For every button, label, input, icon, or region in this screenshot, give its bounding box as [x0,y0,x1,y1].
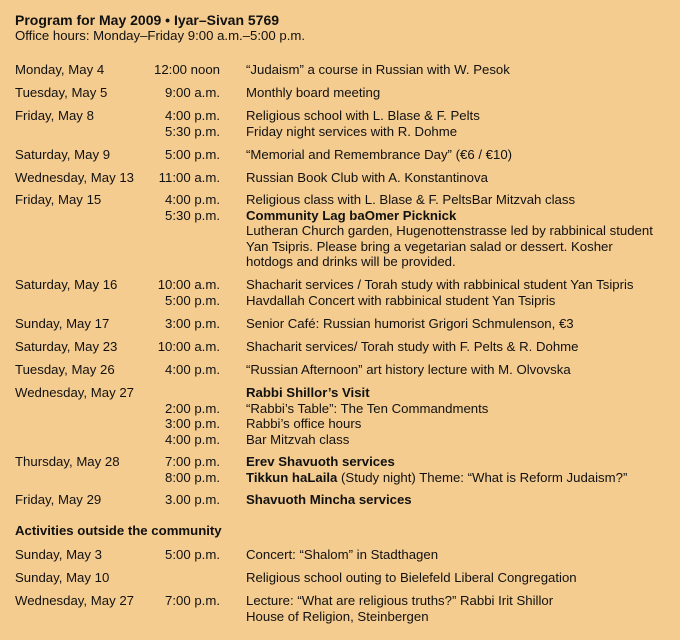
event-descriptions [246,147,666,163]
event-description: Shacharit services/ Torah study with F. Pelts & R. Dohme [246,339,579,354]
event-times [165,547,220,563]
event-descriptions [246,385,666,447]
event-times [165,316,220,332]
event-descriptions [246,547,666,563]
event-times [158,339,220,355]
event-description: Religious school with L. Blase & F. Pelts [246,108,480,123]
event-description: Lecture: “What are religious truths?” Rabbi Irit Shillor [246,593,554,608]
event-times [165,108,220,139]
event-time: 11:00 a.m. [158,170,220,185]
event-times [165,385,220,447]
event-description: Russian Book Club with A. Konstantinova [246,170,488,185]
event-descriptions [246,339,666,355]
event-description: Concert: “Shalom” in Stadthagen [246,547,439,562]
event-date: Sunday, May 3 [15,547,102,562]
outside-section-title: Activities outside the community [15,523,222,538]
event-time: 5:00 p.m. [165,547,220,562]
event-time: 4:00 p.m. [165,431,220,447]
event-time: 7:00 p.m. [165,454,220,469]
event-description: “Memorial and Remembrance Day” (€6 / €10) [246,147,513,162]
event-description-rest: (Study night) Theme: “What is Reform Judaism?” [337,469,628,485]
event-description: Religious class with L. Blase & F. PeltsBar Mitzvah class [246,192,576,207]
event-date: Tuesday, May 26 [15,362,115,377]
event-description: Friday night services with R. Dohme [246,123,458,139]
event-time: 10:00 a.m. [157,277,220,292]
event-date: Monday, May 4 [15,62,105,77]
event-descriptions [246,454,666,485]
event-descriptions [246,108,666,139]
event-description: “Judaism” a course in Russian with W. Pesok [246,62,510,77]
event-descriptions [246,492,666,508]
event-times [159,170,220,186]
event-description: Erev Shavuoth services [246,454,395,469]
event-descriptions [246,277,666,308]
event-description: Community Lag baOmer Picknick [246,207,457,223]
event-date: Tuesday, May 5 [15,85,108,100]
event-descriptions [246,62,666,78]
event-descriptions [246,170,666,186]
event-description: Monthly board meeting [246,85,381,100]
office-hours: Office hours: Monday–Friday 9:00 a.m.–5:00 p.m. [15,28,306,43]
event-time: 5:00 p.m. [165,147,220,162]
event-date: Friday, May 8 [15,108,94,123]
event-times [165,147,220,163]
event-date: Wednesday, May 13 [15,170,134,185]
event-times [154,62,220,78]
event-time: 5:30 p.m. [165,207,220,223]
event-time: 10:00 a.m. [157,339,220,354]
event-description: Yan Tsipris. Please bring a vegetarian salad or dessert. Kosher [246,238,613,254]
event-description: Senior Café: Russian humorist Grigori Schmulenson, €3 [246,316,574,331]
event-times [165,492,220,508]
event-date: Thursday, May 28 [15,454,120,469]
event-time: 3:00 p.m. [165,316,220,331]
event-time: 4:00 p.m. [165,192,220,207]
event-times [165,85,220,101]
event-date: Saturday, May 23 [15,339,118,354]
event-date: Wednesday, May 27 [15,593,134,608]
event-times [165,593,220,609]
event-description: Shacharit services / Torah study with rabbinical student Yan Tsipris [246,277,634,292]
event-date: Sunday, May 10 [15,570,110,585]
event-descriptions [246,362,666,378]
event-descriptions [246,570,666,586]
event-descriptions [246,85,666,101]
event-date: Wednesday, May 27 [15,385,134,400]
event-time: 12:00 noon [153,62,220,77]
event-description: Shavuoth Mincha services [246,492,412,507]
event-time: 4:00 p.m. [165,108,220,123]
event-description: hotdogs and drinks will be provided. [246,254,456,269]
event-time: 3.00 p.m. [165,492,220,507]
event-description: Rabbi Shillor’s Visit [246,385,370,400]
event-descriptions [246,593,666,624]
event-time [165,385,220,401]
event-time: 3:00 p.m. [165,416,220,431]
event-description: Bar Mitzvah class [246,431,350,447]
event-time: 9:00 a.m. [165,85,220,100]
event-description: “Russian Afternoon” art history lecture with M. Olvovska [246,362,571,377]
event-time: 4:00 p.m. [165,362,220,377]
event-description: House of Religion, Steinbergen [246,608,429,624]
event-time: 8:00 p.m. [165,469,220,485]
event-times [158,277,220,308]
event-description: Religious school outing to Bielefeld Liberal Congregation [246,570,577,585]
event-date: Friday, May 29 [15,492,102,507]
event-times [165,362,220,378]
event-description [246,470,666,486]
event-time: 5:00 p.m. [165,292,220,308]
event-date: Saturday, May 16 [15,277,118,292]
event-description: Rabbi’s office hours [246,416,362,431]
event-time: 5:30 p.m. [165,123,220,139]
event-times [165,192,220,223]
event-descriptions [246,316,666,332]
event-description-bold: Tikkun haLaila [246,469,338,485]
event-description: Havdallah Concert with rabbinical student Yan Tsipris [246,292,556,308]
event-description: “Rabbi’s Table”: The Ten Commandments [246,400,489,416]
event-times [165,454,220,485]
event-date: Friday, May 15 [15,192,102,207]
event-time: 7:00 p.m. [165,593,220,608]
event-descriptions [246,192,666,270]
page-title: Program for May 2009 • Iyar–Sivan 5769 [15,12,280,28]
event-times [216,570,220,586]
event-date: Saturday, May 9 [15,147,111,162]
event-time: 2:00 p.m. [165,400,220,416]
event-description: Lutheran Church garden, Hugenottenstrasse led by rabbinical student [246,223,653,238]
event-date: Sunday, May 17 [15,316,110,331]
event-time [216,570,220,586]
